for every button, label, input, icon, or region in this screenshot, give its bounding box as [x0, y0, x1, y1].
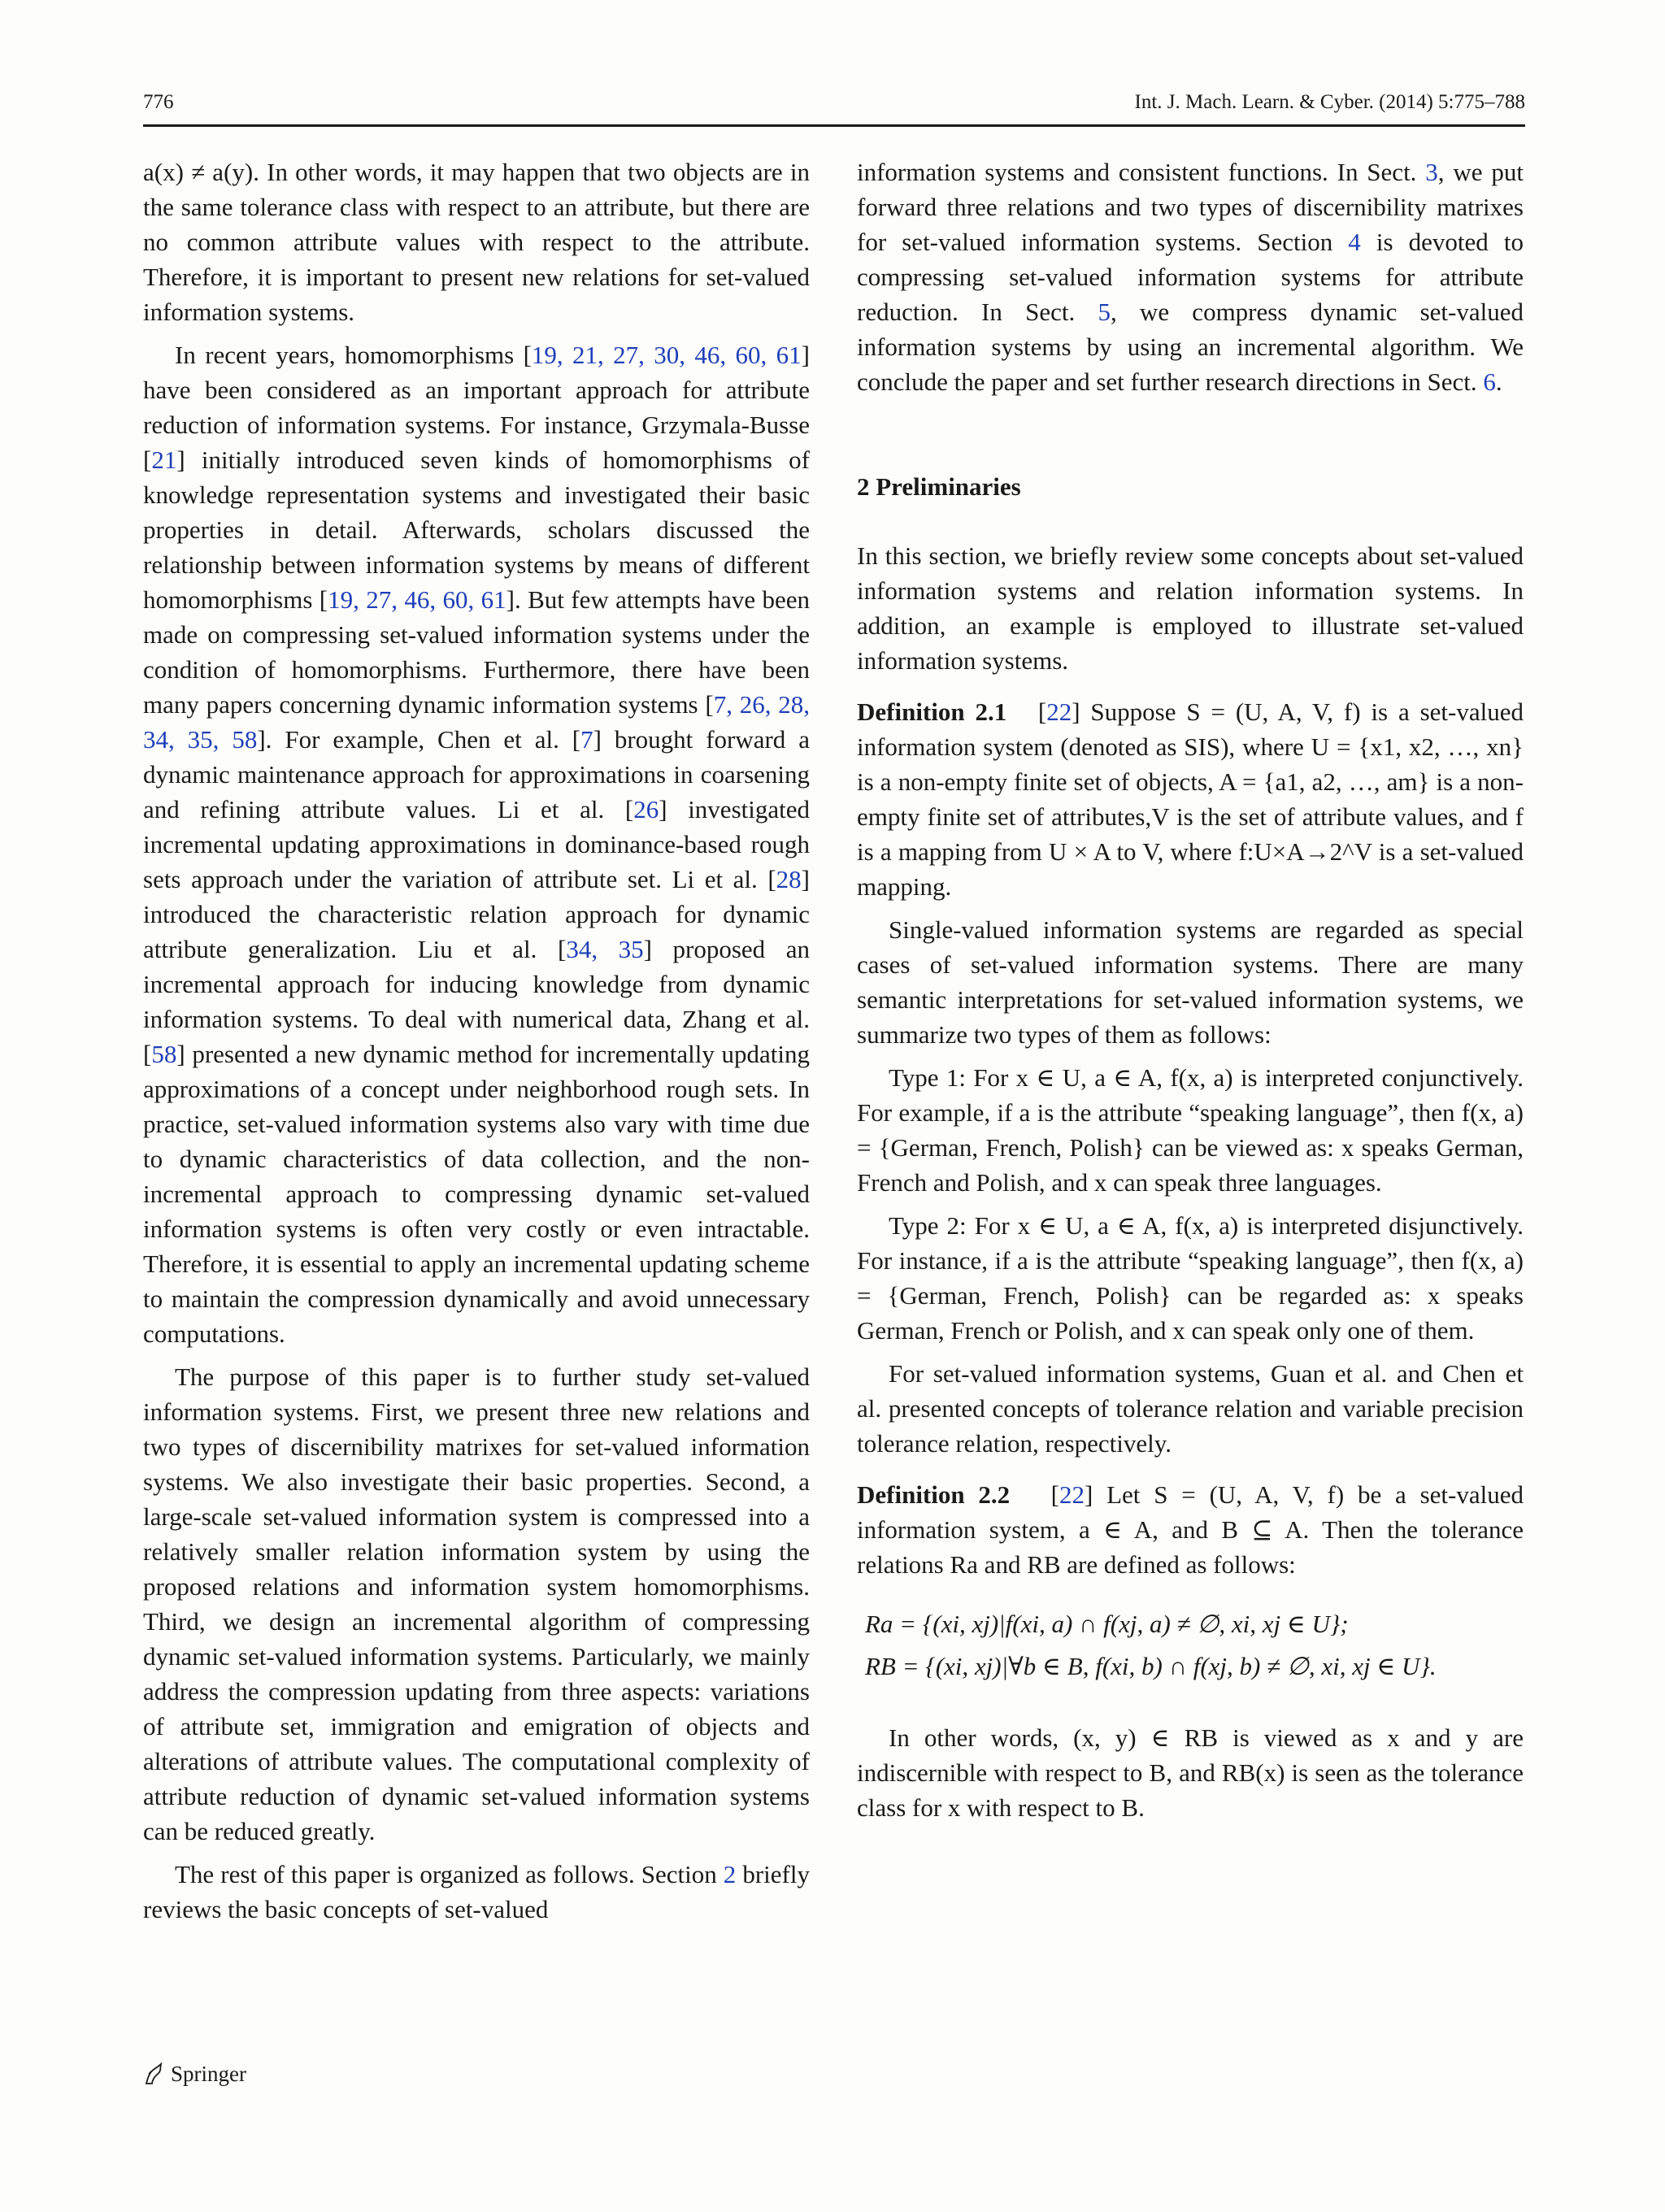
paragraph-type-1: Type 1: For x ∈ U, a ∈ A, f(x, a) is interpreted conjunctively. For example, if a is the attribute “speaking language”, then f(x, a) = {German, French, Polish} can be viewed as: x speaks German, French and Polish, and x can speak three languages. — [857, 1063, 1524, 1197]
paragraph-organization-cont — [857, 154, 1524, 399]
text-run: ] introduced the characteristic relation approach for dynamic attribute generalization. Liu et al. [ — [143, 865, 810, 963]
text-run: ]. But few attempts have been made on compressing set-valued information systems under the condition of homomorphisms. Furthermore, there have been many papers concerning dynamic information systems [ — [143, 585, 811, 719]
text-run: ]. For example, Chen et al. [ — [257, 725, 581, 754]
springer-horse-icon — [141, 2062, 166, 2087]
definition-text: Suppose S = (U, A, V, f) is a set-valued information system (denoted as SIS), where U = {x1, x2, …, xn} is a non-empty finite set of objects, A = {a1, a2, …, am} is a non-empty finite set of attributes,V is the set of attribute values, and f is a mapping from U × A to V, where f:U×A→2^V is a set-valued mapping. — [857, 697, 1524, 901]
paragraph-organization — [143, 1857, 810, 1927]
citation-link[interactable]: 28 — [776, 865, 802, 893]
text-run: ] proposed an incremental approach for inducing knowledge from dynamic information systems. To deal with numerical data, Zhang et al. [ — [143, 935, 811, 1068]
text-run: information systems and consistent functions. In Sect. — [857, 158, 1426, 186]
definition-2-1: Definition 2.1 [22] Suppose S = (U, A, V, f) is a set-valued information system (denoted as SIS), where U = {x1, x2, …, xn} is a non-empty finite set of objects, A = {a1, a2, …, am} is a non-empty finite set of attributes,V is the set of attribute values, and f is a mapping from U × A to V, where f:U×A→2^V is a set-valued mapping. — [857, 697, 1524, 901]
definition-title: Definition 2.2 — [857, 1480, 1011, 1509]
text-run: , we compress dynamic set-valued information systems by using an incremental algorithm. We conclude the paper and set further research directions in Sect. — [857, 298, 1524, 396]
publisher-name: Springer — [171, 2062, 246, 2086]
page-number: 776 — [143, 91, 174, 113]
definition-title: Definition 2.1 — [857, 697, 1007, 726]
left-column — [143, 154, 810, 1935]
text-run: ] presented a new dynamic method for incrementally updating approximations of a concept under neighborhood rough sets. In practice, set-valued information systems also vary with time due to dynamic characteristics of data collection, and the non-incremental approach to compressing dynamic set-valued information systems is often very costly or even intractable. Therefore, it is essential to apply an incremental updating scheme to maintain the compression dynamically and avoid unnecessary computations. — [143, 1040, 810, 1348]
definition-text: Let S = (U, A, V, f) be a set-valued information system, a ∈ A, and B ⊆ A. Then the tolerance relations Ra and RB are defined as follows: — [857, 1480, 1524, 1579]
publisher-footer — [141, 2062, 246, 2087]
paragraph-type-2: Type 2: For x ∈ U, a ∈ A, f(x, a) is interpreted disjunctively. For instance, if a is the attribute “speaking language”, then f(x, a) = {German, French, Polish} can be regarded as: x speaks German, French or Polish, and x can speak only one of them. — [857, 1211, 1524, 1345]
paragraph-section-intro: In this section, we briefly review some concepts about set-valued information systems and relation information systems. In addition, an example is employed to illustrate set-valued information systems. — [857, 541, 1524, 675]
citation-link[interactable]: 22 — [1059, 1480, 1085, 1509]
journal-citation: Int. J. Mach. Learn. & Cyber. (2014) 5:775–788 — [1134, 91, 1525, 113]
paragraph-1: a(x) ≠ a(y). In other words, it may happen that two objects are in the same tolerance class with respect to an attribute, but there are no common attribute values with respect to the attribute. Therefore, it is important to present new relations for set-valued information systems. — [143, 158, 810, 326]
equation-ra: Ra = {(xi, xj)|f(xi, a) ∩ f(xj, a) ≠ ∅, xi, xj ∈ U}; — [865, 1610, 1349, 1638]
equation-rb: RB = {(xi, xj)|∀b ∈ B, f(xi, b) ∩ f(xj, b) ≠ ∅, xi, xj ∈ U}. — [865, 1652, 1437, 1680]
citation-link[interactable]: 34, 35 — [566, 935, 644, 963]
citation-link[interactable]: 7, 26, 28, 34, 35, 58 — [143, 690, 811, 754]
header-rule — [143, 124, 1525, 127]
text-run: is devoted to compressing set-valued information systems for attribute reduction. In Sect. — [857, 228, 1524, 326]
section-link[interactable]: 6 — [1483, 367, 1496, 396]
paragraph-purpose: The purpose of this paper is to further study set-valued information systems. First, we present three new relations and two types of discernibility matrixes for set-valued information systems. We also investigate their basic properties. Second, a large-scale set-valued information system is compressed into a relatively smaller relation information system by using the proposed relations and information system homomorphisms. Third, we design an incremental algorithm of compressing dynamic set-valued information systems. Particularly, we mainly address the compression updating from three aspects: variations of attribute set, immigration and emigration of objects and alterations of attribute values. The computational complexity of attribute reduction of dynamic set-valued information systems can be reduced greatly. — [143, 1362, 810, 1845]
section-link[interactable]: 4 — [1348, 228, 1361, 256]
text-run: The rest of this paper is organized as follows. Section — [175, 1860, 724, 1888]
citation-link[interactable]: 26 — [633, 795, 659, 824]
right-column — [857, 154, 1524, 1833]
paragraph-tolerance-intro: For set-valued information systems, Guan et al. and Chen et al. presented concepts of tolerance relation and variable precision tolerance relation, respectively. — [857, 1359, 1524, 1458]
citation-link[interactable]: 19, 21, 27, 30, 46, 60, 61 — [531, 341, 802, 369]
text-run: ] investigated incremental updating approximations in dominance-based rough sets approach under the variation of attribute set. Li et al. [ — [143, 795, 810, 893]
text-run: ] initially introduced seven kinds of homomorphisms of knowledge representation systems and investigated their basic properties in detail. Afterwards, scholars discussed the relationship between information systems by means of different homomorphisms [ — [143, 445, 810, 614]
definition-2-2: Definition 2.2 [22] Let S = (U, A, V, f) be a set-valued information system, a ∈ A, and B ⊆ A. Then the tolerance relations Ra and RB are defined as follows: — [857, 1480, 1524, 1579]
running-header — [143, 91, 1525, 120]
section-link[interactable]: 5 — [1098, 298, 1111, 326]
section-link[interactable]: 2 — [723, 1860, 737, 1888]
section-heading: 2 Preliminaries — [857, 472, 1021, 501]
citation-link[interactable]: 21 — [151, 445, 177, 474]
citation-link[interactable]: 7 — [580, 725, 593, 754]
paragraph-semantics: Single-valued information systems are regarded as special cases of set-valued information systems. There are many semantic interpretations for set-valued information systems, we summarize two types of them as follows: — [857, 915, 1524, 1049]
paragraph-homomorphisms — [143, 337, 810, 1351]
text-run: . — [1495, 367, 1502, 396]
text-run: , we put forward three relations and two types of discernibility matrixes for set-valued information systems. Section — [857, 158, 1524, 256]
equation-block — [857, 1603, 1524, 1688]
section-link[interactable]: 3 — [1425, 158, 1438, 186]
text-run: ] have been considered as an important approach for attribute reduction of information systems. For instance, Grzymala-Busse [ — [143, 341, 810, 474]
text-run: briefly reviews the basic concepts of set-valued — [143, 1860, 810, 1923]
text-run: In recent years, homomorphisms [ — [175, 341, 532, 369]
paragraph-tolerance-class: In other words, (x, y) ∈ RB is viewed as x and y are indiscernible with respect to B, and RB(x) is seen as the tolerance class for x with respect to B. — [857, 1723, 1524, 1822]
citation-link[interactable]: 22 — [1046, 697, 1072, 726]
citation-link[interactable]: 58 — [151, 1040, 177, 1068]
citation-link[interactable]: 19, 27, 46, 60, 61 — [328, 585, 506, 614]
text-run: ] brought forward a dynamic maintenance approach for approximations in coarsening and refining attribute values. Li et al. [ — [143, 725, 810, 824]
